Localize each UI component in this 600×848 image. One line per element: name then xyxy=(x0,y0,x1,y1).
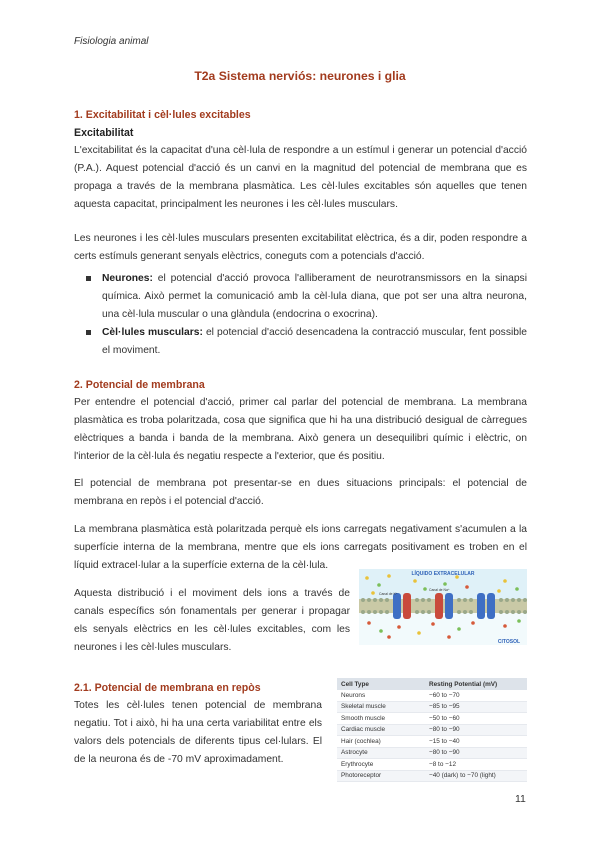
list-item-term: Cèl·lules musculars: xyxy=(102,327,203,338)
table-cell: Skeletal muscle xyxy=(337,701,425,713)
list-item-term: Neurones: xyxy=(102,273,153,284)
section-heading-resting-potential: 2.1. Potencial de membrana en repòs xyxy=(74,682,261,694)
paragraph-electrical-excitability: Les neurones i les cèl·lules musculars presenten excitabilitat elèctrica, és a dir, poden respondre a certs estímuls generant senyals elèctrics, coneguts com a potencials d'acció. xyxy=(74,233,527,262)
section-heading-membrane-potential: 2. Potencial de membrana xyxy=(74,379,205,391)
table-row xyxy=(337,713,527,725)
cytosol-label: CITOSOL xyxy=(497,639,521,645)
square-bullet-icon xyxy=(86,276,91,281)
table-cell: Astrocyte xyxy=(337,747,425,759)
extracellular-label: LÍQUIDO EXTRACELULAR xyxy=(411,571,475,577)
table-cell: −85 to −95 xyxy=(425,701,527,713)
excitable-cells-list xyxy=(84,270,527,360)
page-title: T2a Sistema nerviós: neurones i glia xyxy=(194,69,406,83)
table-row xyxy=(337,690,527,701)
paragraph-two-situations: El potencial de membrana pot presentar-se en dues situacions principals: el potencial de membrana en repòs i el potencial d'acció. xyxy=(74,478,527,507)
table-cell: −80 to −90 xyxy=(425,747,527,759)
table-cell: Photoreceptor xyxy=(337,770,425,782)
subheading-excitability: Excitabilitat xyxy=(74,127,134,139)
column-header-cell-type: Cell Type xyxy=(337,678,425,690)
na-channel-label: Canal de Na⁺ xyxy=(429,588,450,592)
table-cell: −8 to −12 xyxy=(425,759,527,771)
list-item-muscle-cells xyxy=(84,324,527,360)
table-cell: Cardiac muscle xyxy=(337,724,425,736)
table-row xyxy=(337,724,527,736)
k-channel-label: Canal de K⁺ xyxy=(379,592,398,596)
running-header: Fisiologia animal xyxy=(74,36,149,47)
table-row xyxy=(337,736,527,748)
paragraph-ion-distribution: La membrana plasmàtica està polaritzada perquè els ions carregats negativament s'acumulen a la superfície interna de la membrana, mentre que els ions carregats positivament es troben en el líquid extracel·lular a la superfície externa de la cèl·lula. xyxy=(74,524,527,571)
table-cell: Smooth muscle xyxy=(337,713,425,725)
table-cell: Erythrocyte xyxy=(337,759,425,771)
paragraph-membrane-polarization: Per entendre el potencial d'acció, primer cal parlar del potencial de membrana. La membrana plasmàtica es troba polaritzada, cosa que significa que hi ha una distribució desigual de càrregues elèctriques a banda i banda de la membrana. Això genera un desequilibri químic i elèctric, on l'interior de la cèl·lula és negatiu respecte a l'exterior, que és positiu. xyxy=(74,397,527,462)
table-cell: −60 to −70 xyxy=(425,690,527,701)
page-number: 11 xyxy=(515,793,526,805)
table-cell: −50 to −60 xyxy=(425,713,527,725)
table-row xyxy=(337,747,527,759)
membrane-ion-channels-figure xyxy=(359,569,527,645)
list-item-text: el potencial d'acció provoca l'alliberament de neurotransmissors en la sinapsi química. Això permet la comunicació amb la cèl·lula diana, que pot ser una altra neurona, una cèl·lula muscular o una glàndula (endocrina o exocrina). xyxy=(102,273,527,320)
table-cell: Neurons xyxy=(337,690,425,701)
table-row xyxy=(337,701,527,713)
square-bullet-icon xyxy=(86,330,91,335)
table-header-row xyxy=(337,678,527,690)
table-row xyxy=(337,759,527,771)
table-cell: −80 to −90 xyxy=(425,724,527,736)
table-cell: −15 to −40 xyxy=(425,736,527,748)
paragraph-excitability-definition: L'excitabilitat és la capacitat d'una cèl·lula de respondre a un estímul i generar un potencial d'acció (P.A.). Aquest potencial d'acció és un canvi en la magnitud del potencial de membrana que es propaga a través de la membrana plasmàtica. Les cèl·lules excitables són aquelles que tenen aquesta capacitat, principalment les neurones i les cèl·lules musculars. xyxy=(74,145,527,210)
paragraph-resting-potential: Totes les cèl·lules tenen potencial de membrana negatiu. Tot i això, hi ha una certa variabilitat entre els valors dels potencials de diferents tipus cel·lulars. El de la neurona és de -70 mV aproximadament. xyxy=(74,700,322,765)
section-heading-excitability: 1. Excitabilitat i cèl·lules excitables xyxy=(74,109,251,121)
resting-potential-table xyxy=(337,678,527,782)
column-header-resting-potential: Resting Potential (mV) xyxy=(425,678,527,690)
table-cell: −40 (dark) to −70 (light) xyxy=(425,770,527,782)
table-row xyxy=(337,770,527,782)
table-cell: Hair (cochlea) xyxy=(337,736,425,748)
list-item-text: el potencial d'acció desencadena la contracció muscular, fent possible el moviment. xyxy=(102,327,528,356)
list-item-neurons xyxy=(84,270,527,324)
paragraph-ion-channels: Aquesta distribució i el moviment dels ions a través de canals específics són fonamentals per generar i propagar els senyals elèctrics en les cèl·lules excitables, com les neurones i les cèl·lules musculars. xyxy=(74,588,350,653)
